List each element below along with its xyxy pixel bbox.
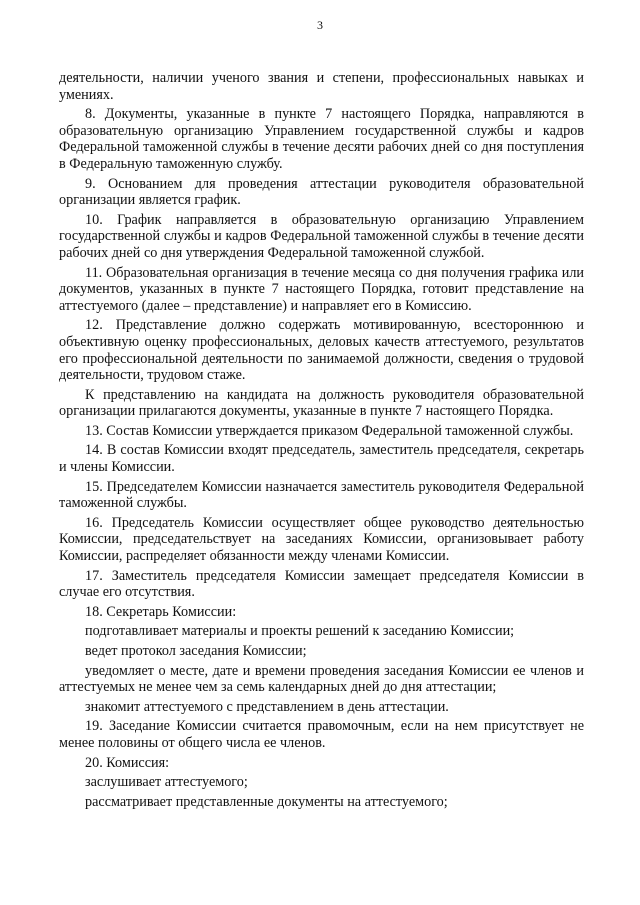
paragraph-item-18: 18. Секретарь Комиссии: — [85, 603, 237, 620]
paragraph-item-19: 19. Заседание Комиссии считается правомочным, если на нем присутствует не менее половины от общего числа ее членов. — [59, 718, 584, 751]
secretary-duty-protocol: ведет протокол заседания Комиссии; — [85, 643, 307, 659]
paragraph-item-16: 16. Председатель Комиссии осуществляет общее руководство деятельностью Комиссии, председательствует на заседаниях Комиссии, организовывает работу Комиссии, распределяет обязанности между членами Комиссии. — [59, 514, 584, 565]
paragraph-item-15: 15. Председателем Комиссии назначается заместитель руководителя Федеральной таможенной службы. — [59, 478, 584, 512]
paragraph-continuation: деятельности, наличии ученого звания и степени, профессиональных навыках и умениях. — [59, 70, 584, 103]
paragraph-item-20: 20. Комиссия: — [85, 754, 170, 771]
document-body — [59, 70, 584, 813]
secretary-duty-materials: подготавливает материалы и проекты решений к заседанию Комиссии; — [85, 623, 515, 640]
secretary-duty-acquaint: знакомит аттестуемого с представлением в день аттестации. — [85, 698, 449, 715]
paragraph-item-9: 9. Основанием для проведения аттестации руководителя образовательной организации является график. — [59, 175, 584, 209]
paragraph-item-14: 14. В состав Комиссии входят председатель, заместитель председателя, секретарь и члены Комиссии. — [59, 442, 584, 476]
commission-duty-review: рассматривает представленные документы на аттестуемого; — [85, 793, 448, 810]
page-number: 3 — [317, 18, 323, 32]
paragraph-item-13: 13. Состав Комиссии утверждается приказом Федеральной таможенной службы. — [85, 422, 574, 439]
paragraph-item-8: 8. Документы, указанные в пункте 7 настоящего Порядка, направляются в образовательную организацию Управлением государственной службы и кадров Федеральной таможенной службы в течение десяти рабочих дней со дня поступления в Федеральную таможенную службу. — [59, 106, 584, 172]
paragraph-item-12: 12. Представление должно содержать мотивированную, всестороннюю и объективную оценку профессиональных, деловых качеств аттестуемого, результатов его профессиональной деятельности по занимаемой должности, сведения о трудовой деятельности, трудовом стаже. — [59, 317, 584, 384]
commission-duty-hear: заслушивает аттестуемого; — [85, 774, 248, 791]
secretary-duty-notify: уведомляет о месте, дате и времени проведения заседания Комиссии ее членов и аттестуемых не менее чем за семь календарных дней до дня аттестации; — [59, 662, 584, 696]
paragraph-item-11: 11. Образовательная организация в течение месяца со дня получения графика или документов, указанных в пункте 7 настоящего Порядка, готовит представление на аттестуемого (далее – представление) и направляет его в Комиссию. — [59, 264, 584, 314]
paragraph-item-12-attachment: К представлению на кандидата на должность руководителя образовательной организации прилагаются документы, указанные в пункте 7 настоящего Порядка. — [59, 386, 584, 420]
paragraph-item-10: 10. График направляется в образовательную организацию Управлением государственной службы и кадров Федеральной таможенной службы в течение десяти рабочих дней со дня утверждения Федеральной таможенной службой. — [59, 211, 584, 261]
paragraph-item-17: 17. Заместитель председателя Комиссии замещает председателя Комиссии в случае его отсутствия. — [59, 567, 584, 601]
